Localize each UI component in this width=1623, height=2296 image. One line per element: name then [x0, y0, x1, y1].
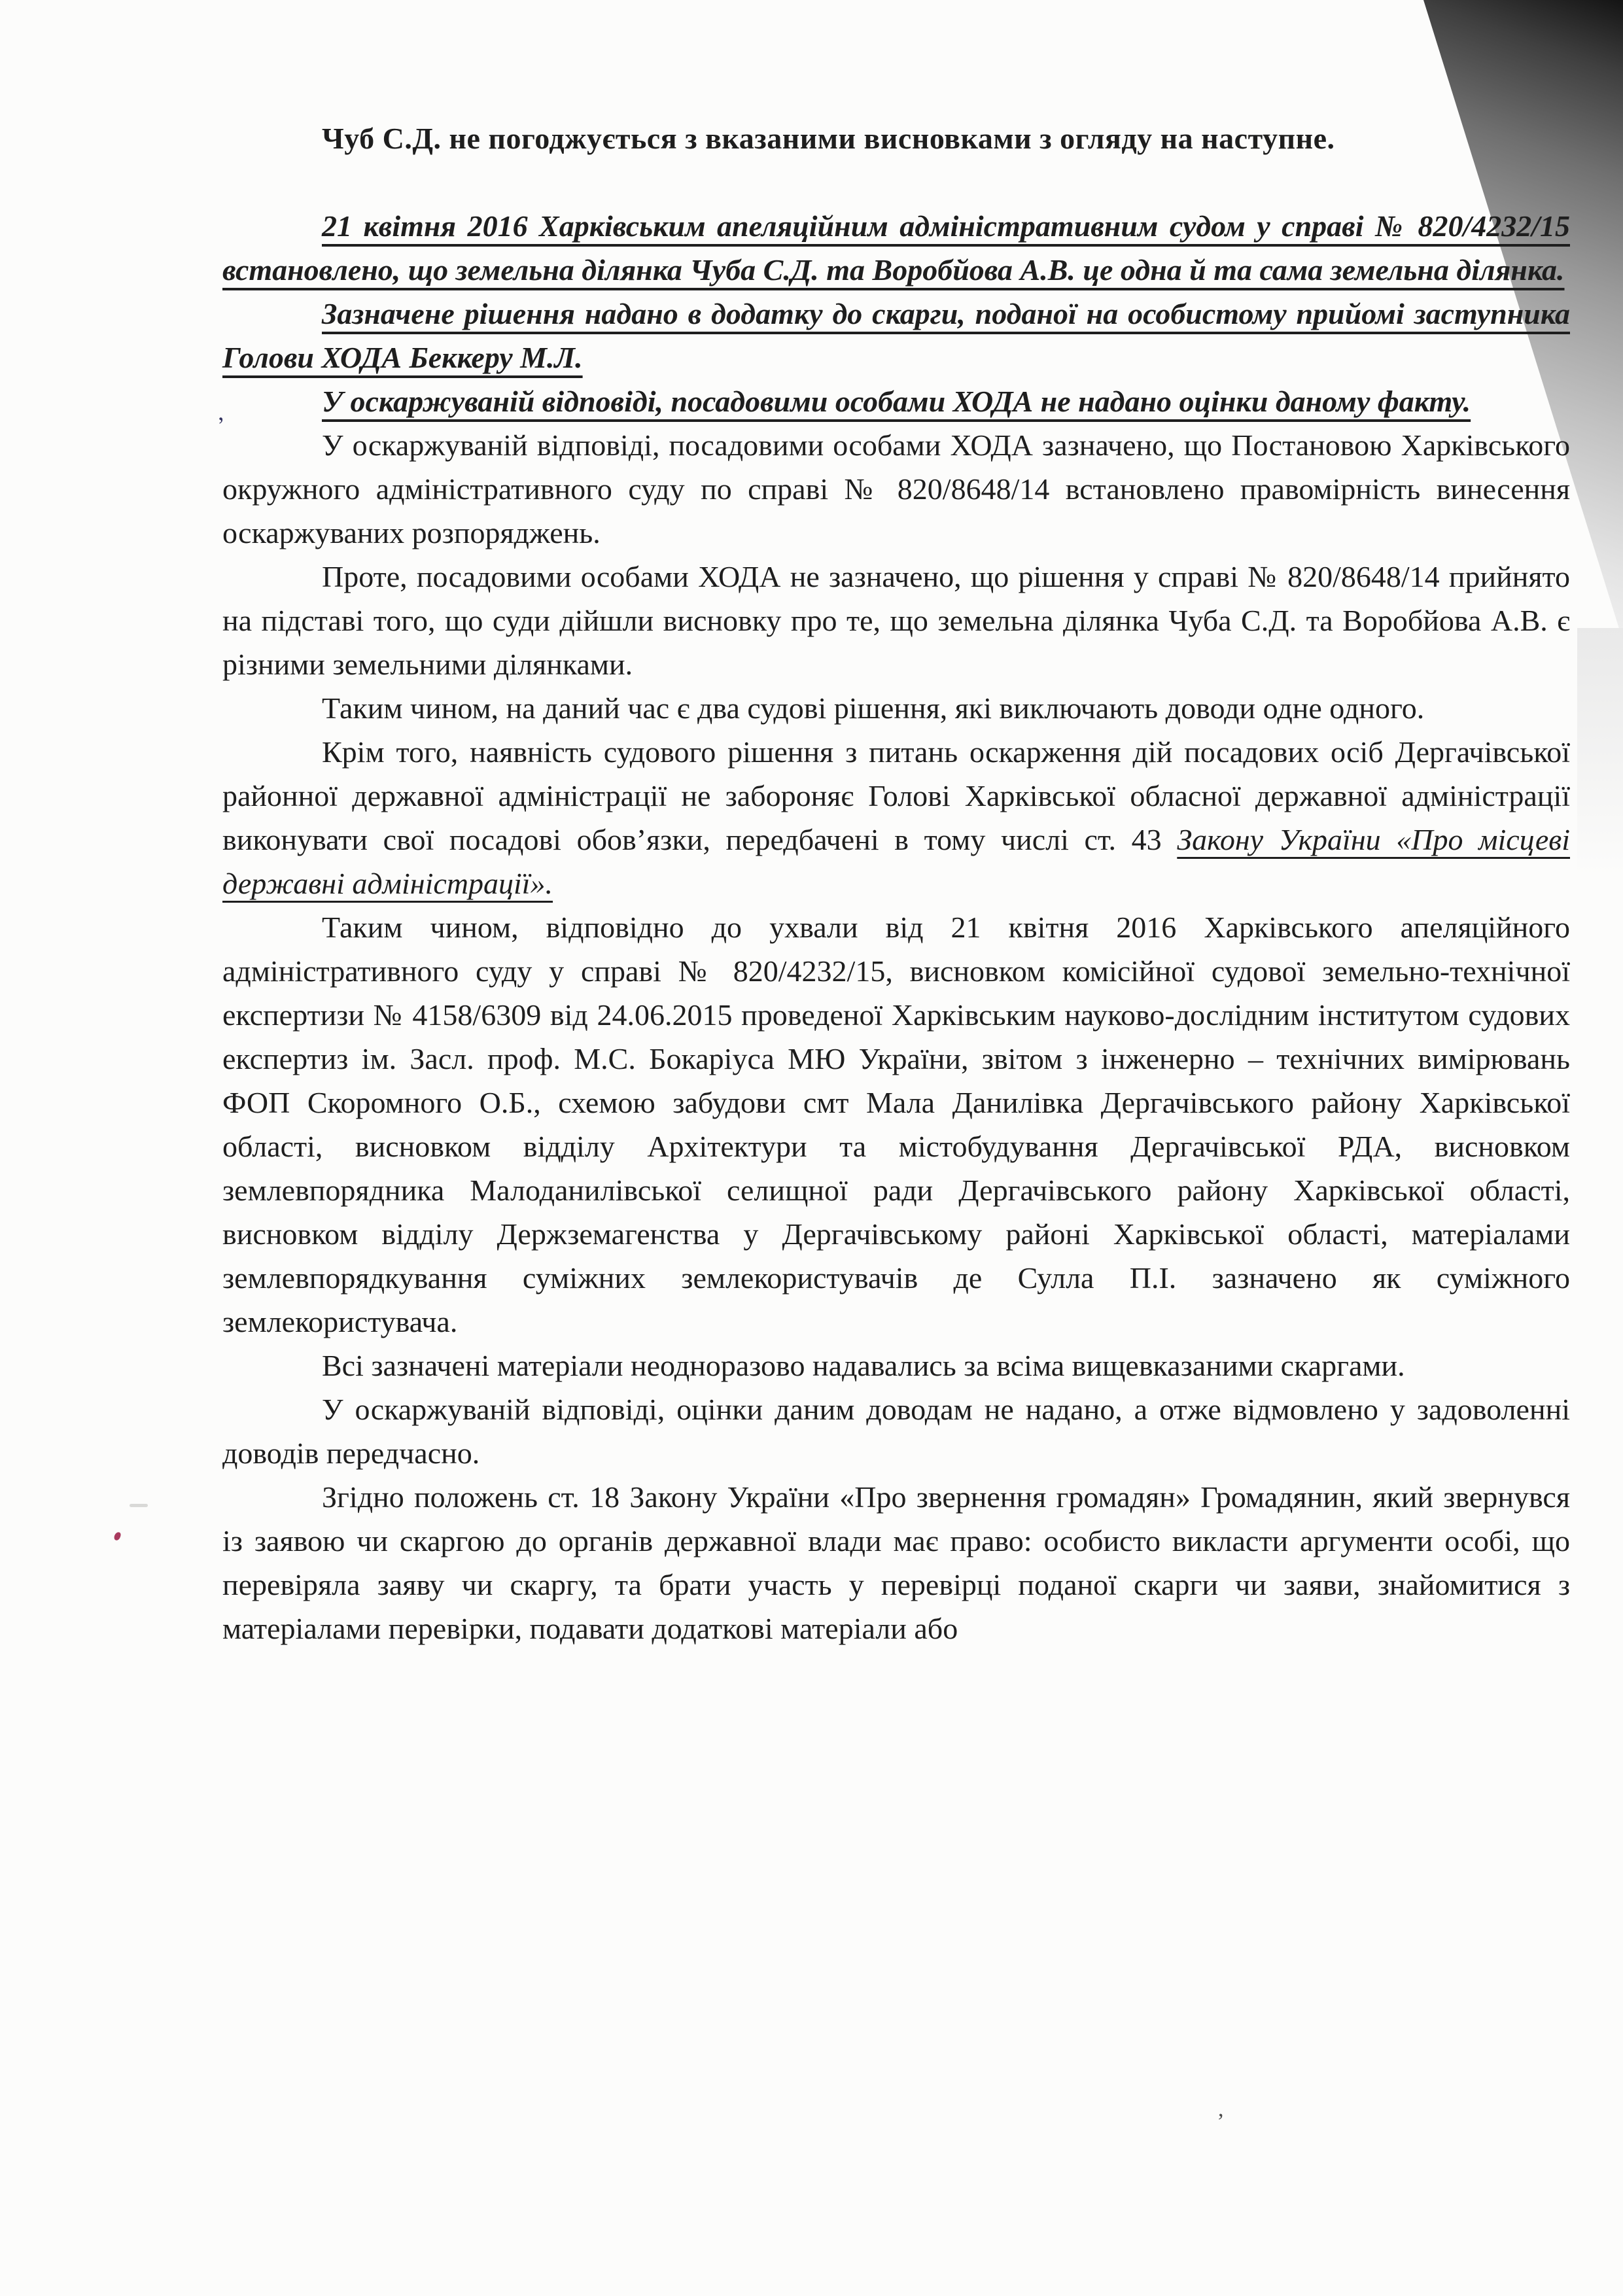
paragraph-text: У оскаржуваній відповіді, оцінки даним доводам не надано, а отже відмовлено у задоволенні доводів передчасно. [222, 1393, 1570, 1470]
paragraph-two-rulings [222, 686, 1570, 730]
paragraph-decision-attached [222, 292, 1570, 379]
paragraph-intro [222, 116, 1570, 160]
paragraph-text: Таким чином, на даний час є два судові рішення, які виключають доводи одне одного. [322, 691, 1425, 725]
paragraph-text: У оскаржуваній відповіді, посадовими особами ХОДА зазначено, що Постановою Харківського окружного адміністративного суду по справі № 820/8648/14 встановлено правомірність винесення оскаржуваних розпоряджень. [222, 428, 1570, 549]
paragraph-text: 21 квітня 2016 Харківським апеляційним адміністративним судом у справі № 820/4232/15 встановлено, що земельна ділянка Чуба С.Д. та Воробйова А.В. це одна й та сама земельна ділянка. [222, 209, 1570, 287]
paragraph-materials-provided [222, 1344, 1570, 1387]
paragraph-court-ruling-claim [222, 204, 1570, 292]
law-title-reference: Закону України «Про місцеві державні адміністрації». [222, 823, 1570, 900]
paragraph-premature-refusal [222, 1387, 1570, 1475]
paragraph-text: Крім того, наявність судового рішення з питань оскарження дій посадових осіб Дергачівської районної державної адміністрації не забороняє Голові Харківської обласної державної адміністрації виконувати свої посадові обов’язки, передбачені в тому числі ст. 43 [222, 735, 1570, 856]
paragraph-text: Зазначене рішення надано в додатку до скарги, поданої на особистому прийомі заступника Голови ХОДА Беккеру М.Л. [222, 297, 1570, 374]
paragraph-text: Всі зазначені матеріали неодноразово надавались за всіма вищевказаними скаргами. [322, 1349, 1405, 1382]
paragraph-law-43 [222, 730, 1570, 905]
stray-ink-mark: ‚ [214, 398, 226, 426]
paragraph-however-statement [222, 555, 1570, 686]
paragraph-khoda-statement [222, 423, 1570, 555]
paragraph-materials-list [222, 905, 1570, 1344]
paragraph-text: Згідно положень ст. 18 Закону України «Про звернення громадян» Громадянин, який звернувся із заявою чи скаргою до органів державної влади має право: особисто викласти аргументи особі, що перевіряла заяву чи скаргу, та брати участь у перевірці поданої скарги чи заяви, знайомитися з матеріалами перевірки, подавати додаткові матеріали або [222, 1480, 1570, 1645]
paragraph-text: Проте, посадовими особами ХОДА не зазначено, що рішення у справі № 820/8648/14 прийнято на підставі того, що суди дійшли висновку про те, що земельна ділянка Чуба С.Д. та Воробйова А.В. є різними земельними ділянками. [222, 560, 1570, 681]
faint-pencil-dash [130, 1504, 148, 1507]
paragraph-art-18-citizens-appeals [222, 1475, 1570, 1650]
paragraph-text: У оскаржуваній відповіді, посадовими особами ХОДА не надано оцінки даному факту. [322, 385, 1471, 418]
stray-ink-mark: , [1218, 2097, 1224, 2121]
paragraph-no-assessment [222, 379, 1570, 423]
paragraph-text: Таким чином, відповідно до ухвали від 21 квітня 2016 Харківського апеляційного адміністративного суду у справі № 820/4232/15, висновком комісійної судової земельно-технічної експертизи № 4158/6309 від 24.06.2015 проведеної Харківським науково-дослідним інститутом судових експертиз ім. Засл. проф. М.С. Бокаріуса МЮ України, звітом з інженерно – технічних вимірювань ФОП Скоромного О.Б., схемою забудови смт Мала Данилівка Дергачівського району Харківської області, висновком відділу Архітектури та містобудування Дергачівської РДА, висновком землевпорядника Малоданилівської селищної ради Дергачівського району Харківської області, висновком відділу Держземагенства у Дергачівському районі Харківської області, матеріалами землевпорядкування суміжних землекористувачів де Сулла П.І. зазначено як суміжного землекористувача. [222, 911, 1570, 1338]
paragraph-text: Чуб С.Д. не погоджується з вказаними висновками з огляду на наступне. [322, 122, 1335, 155]
